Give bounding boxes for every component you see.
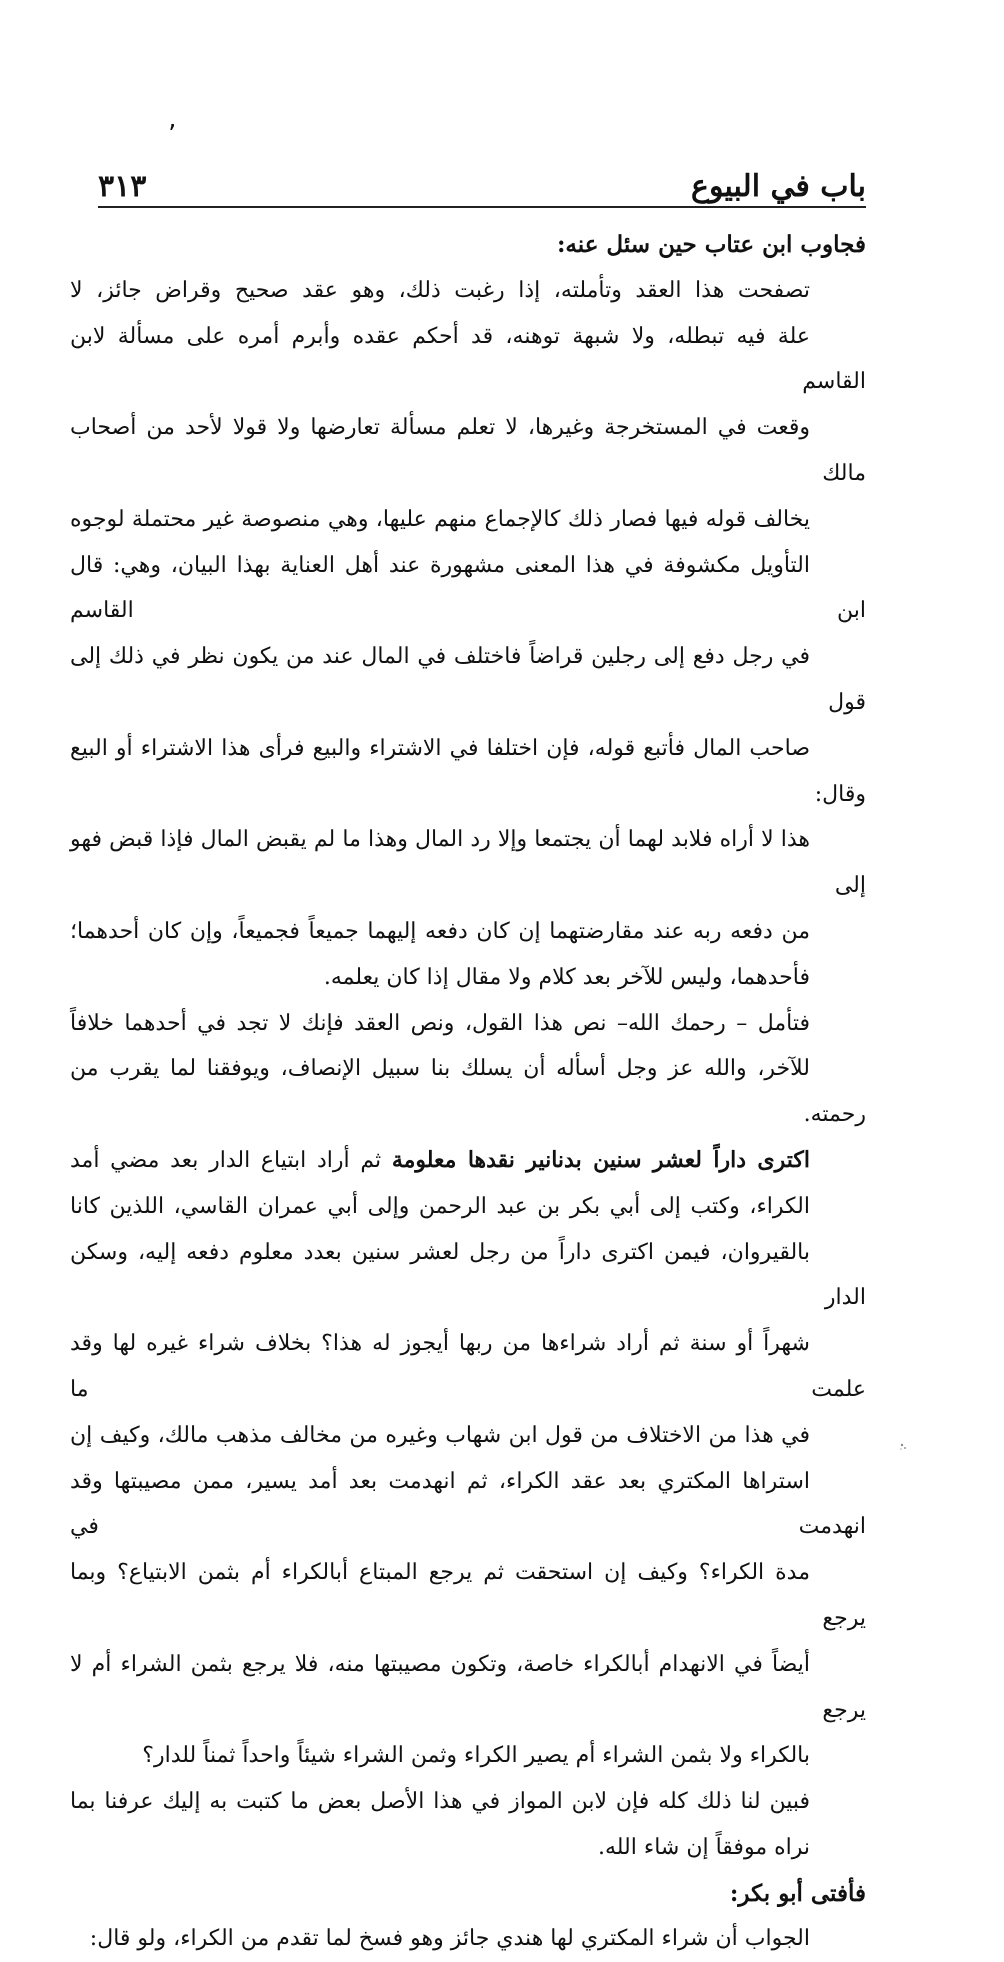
paragraph-2 [70,1001,866,1138]
running-header [98,160,866,204]
text-line: فتأمل – رحمك الله– نص هذا القول، ونص العقد فإنك لا تجد في أحدهما خلافاً [70,1010,810,1036]
scan-speck [898,1440,908,1452]
text-line: في هذا من الاختلاف من قول ابن شهاب وغيره من مخالف مذهب مالك، وكيف إن [70,1422,810,1448]
page-body [70,222,866,1962]
paragraph-5 [70,1916,866,1962]
text-line: الكراء، وكتب إلى أبي بكر بن عبد الرحمن وإلى أبي عمران القاسي، اللذين كانا [70,1193,810,1219]
text-line: بالكراء ولا بثمن الشراء أم يصير الكراء وثمن الشراء شيئاً واحداً ثمناً للدار؟ [142,1743,810,1769]
text-line: التأويل مكشوفة في هذا المعنى مشهورة عند أهل العناية بهذا البيان، وهي: قال ابن القاسم [70,552,866,624]
text-line: في رجل دفع إلى رجلين قراضاً فاختلف في المال عند من يكون نظر في ذلك إلى قول [70,644,866,715]
text-line: نراه موفقاً إن شاء الله. [597,1834,810,1860]
text-line: أيضاً في الانهدام أبالكراء خاصة، وتكون مصيبتها منه، فلا يرجع بثمن الشراء أم لا يرجع [70,1651,866,1723]
text-line: هذا لا أراه فلابد لهما أن يجتمعا وإلا رد المال وهذا ما لم يقبض المال فإذا قبض فهو إلى [70,827,866,899]
text-line: الجواب أن شراء المكتري لها هندي جائز وهو فسخ لما تقدم من الكراء، ولو قال: [89,1926,810,1952]
text-line: من دفعه ربه عند مقارضتهما إن كان دفعه إليهما جميعاً فجميعاً، وإن كان أحدهما؛ [70,918,810,944]
paragraph-3 [70,1138,866,1779]
page-number: ٣١٣ [98,169,147,204]
paragraph-4 [70,1779,866,1871]
text-line: فأحدهما، وليس للآخر بعد كلام ولا مقال إذا كان يعلمه. [323,964,810,990]
section-heading-1: فجاوب ابن عتاب حين سئل عنه: [556,231,866,258]
text-line: بالقيروان، فيمن اكترى داراً من رجل لعشر سنين بعدد معلوم دفعه إليه، وسكن الدار [70,1239,866,1311]
text-line: صاحب المال فأتبع قوله، فإن اختلفا في الاشتراء والبيع فرأى هذا الاشتراء أو البيع وقال: [70,735,866,807]
text-line [70,1138,866,1184]
margin-mark: ٬ [168,120,177,150]
text-line: تصفحت هذا العقد وتأملته، إذا رغبت ذلك، وهو عقد صحيح وقراض جائز، لا [70,277,810,303]
section-heading-2: فأفتى أبو بكر: [729,1879,866,1907]
text-line: علة فيه تبطله، ولا شبهة توهنه، قد أحكم عقده وأبرم أمره على مسألة لابن القاسم [70,323,866,395]
text-line: استراها المكتري بعد عقد الكراء، ثم انهدمت بعد أمد يسير، ممن مصيبتها وقد انهدمت في [70,1468,866,1540]
text-line: يخالف قوله فيها فصار ذلك كالإجماع منهم عليها، وهي منصوصة غير محتملة لوجوه [70,506,810,532]
paragraph-1 [70,268,866,1001]
text-run: ثم أراد ابتياع الدار بعد مضي أمد [70,1147,392,1173]
text-line: شهراً أو سنة ثم أراد شراءها من ربها أيجوز له هذا؟ بخلاف شراء غيره لها وقد علمت ما [70,1331,866,1402]
text-line: فبين لنا ذلك كله فإن لابن المواز في هذا الأصل بعض ما كتبت به إليك عرفنا بما [70,1789,810,1815]
text-line: مدة الكراء؟ وكيف إن استحقت ثم يرجع المبتاع أبالكراء أم بثمن الابتياع؟ وبما يرجع [70,1560,866,1631]
text-line: للآخر، والله عز وجل أسأله أن يسلك بنا سبيل الإنصاف، ويوفقنا لما يقرب من رحمته. [70,1056,866,1128]
text-line: وقعت في المستخرجة وغيرها، لا تعلم مسألة تعارضها ولا قولا لأحد من أصحاب مالك [70,415,866,486]
running-title: باب في البيوع [691,169,866,204]
header-rule [98,206,866,208]
case-title: اكترى داراً لعشر سنين بدنانير نقدها معلومة [391,1146,811,1173]
